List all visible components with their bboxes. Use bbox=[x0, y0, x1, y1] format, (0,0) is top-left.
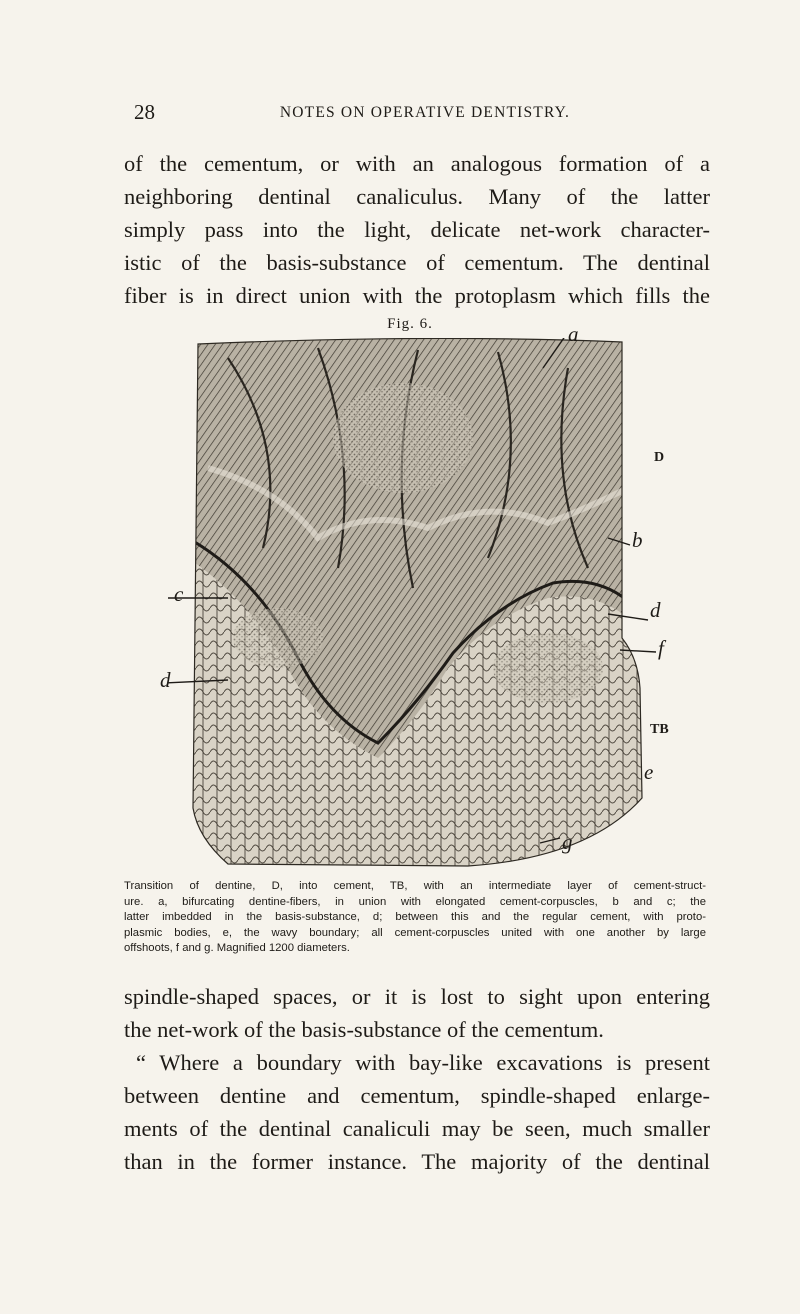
figure-letter-g: g bbox=[562, 830, 573, 854]
text-line: fiber is in direct union with the protoplasm which fills the bbox=[124, 283, 710, 308]
caption-line: offshoots, f and g. Magnified 1200 diameters. bbox=[124, 942, 350, 955]
figure-letter-c: c bbox=[174, 582, 184, 606]
text-line: “ Where a boundary with bay-like excavations is present bbox=[136, 1050, 710, 1075]
caption-line: latter imbedded in the basis-substance, d; between this and the regular cement, with proto- bbox=[124, 911, 706, 924]
figure-letter-b: b bbox=[632, 528, 643, 552]
figure-letter-TB: TB bbox=[650, 722, 669, 737]
micrograph-engraving bbox=[168, 338, 688, 873]
body-text-bottom bbox=[124, 980, 710, 1178]
text-line: than in the former instance. The majority of the dentinal bbox=[124, 1149, 710, 1174]
caption-line: Transition of dentine, D, into cement, TB, with an intermediate layer of cement-struct- bbox=[124, 880, 706, 892]
figure-label: Fig. 6. bbox=[387, 316, 433, 332]
text-line: of the cementum, or with an analogous formation of a bbox=[124, 151, 710, 176]
page-header bbox=[134, 100, 716, 132]
text-line: between dentine and cementum, spindle-shaped enlarge- bbox=[124, 1083, 710, 1108]
text-line: neighboring dentinal canaliculus. Many of the latter bbox=[124, 184, 710, 209]
text-line: ments of the dentinal canaliculi may be seen, much smaller bbox=[124, 1116, 710, 1141]
figure-caption bbox=[124, 879, 706, 957]
text-line: the net-work of the basis-substance of the cementum. bbox=[124, 1017, 604, 1042]
figure-letter-d-right: d bbox=[650, 598, 661, 622]
figure-letter-a: a bbox=[568, 322, 579, 346]
body-text-top bbox=[124, 147, 710, 312]
caption-line: plasmic bodies, e, the wavy boundary; all cement-corpuscles united with one another by large bbox=[124, 926, 706, 939]
figure-letter-f: f bbox=[658, 636, 664, 660]
caption-line: ure. a, bifurcating dentine-fibers, in union with elongated cement-corpuscles, b and c; the bbox=[124, 895, 706, 908]
running-head: NOTES ON OPERATIVE DENTISTRY. bbox=[279, 104, 571, 121]
text-line: spindle-shaped spaces, or it is lost to sight upon entering bbox=[124, 984, 710, 1009]
page-number: 28 bbox=[134, 100, 155, 124]
text-line: simply pass into the light, delicate net-work character- bbox=[124, 217, 710, 242]
text-line: istic of the basis-substance of cementum. The dentinal bbox=[124, 250, 710, 275]
figure-letter-d-left: d bbox=[160, 668, 171, 692]
figure-letter-e: e bbox=[644, 760, 654, 784]
figure-letter-D: D bbox=[654, 450, 665, 465]
